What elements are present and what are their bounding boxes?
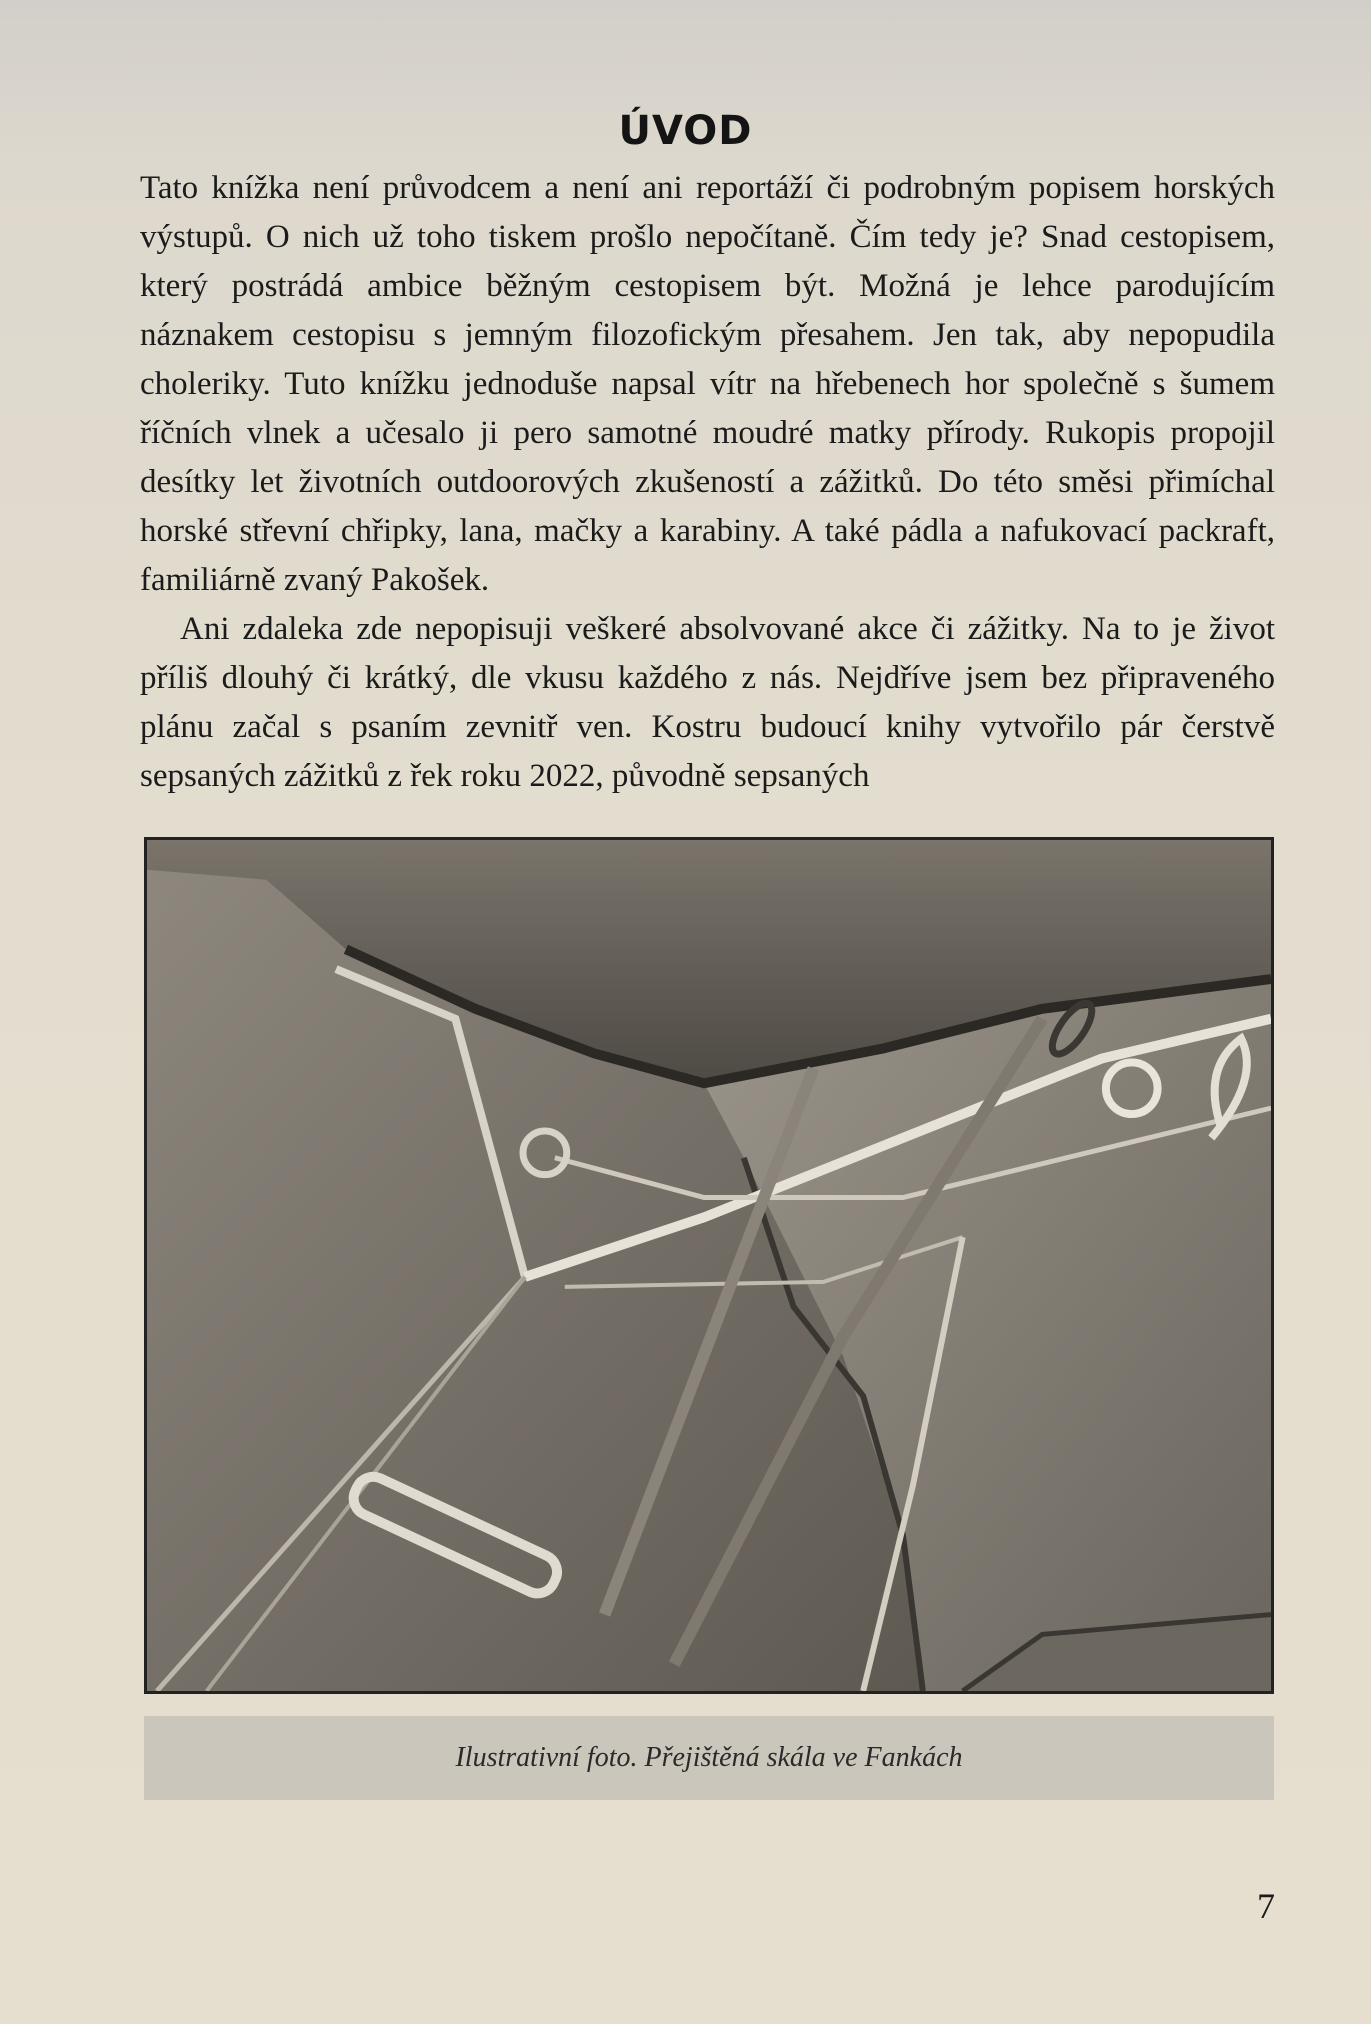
paragraph-2: Ani zdaleka zde nepopisuji veškeré absolvované akce či zážitky. Na to je život příliš dlouhý či krátký, dle vkusu každého z nás. Nejdříve jsem bez připraveného plánu začal s psaním zevnitř ven. Kostru budoucí knihy vytvořilo pár čerstvě sepsaných zážitků z řek roku 2022, původně sepsaných	[140, 611, 1275, 794]
chapter-heading: ÚVOD	[618, 108, 753, 154]
photo-illustration	[147, 840, 1271, 1691]
paragraph-1: Tato knížka není průvodcem a není ani reportáží či podrobným popisem horských výstupů. O nich už toho tiskem prošlo nepočítaně. Čím tedy je? Snad cestopisem, který postrádá ambice běžným cestopisem být. Možná je lehce parodujícím náznakem cestopisu s jemným filozofickým přesahem. Jen tak, aby nepopudila choleriky. Tuto knížku jednoduše napsal vítr na hřebenech hor společně s šumem říčních vlnek a učesalo ji pero samotné moudré matky přírody. Rukopis propojil desítky let životních outdoorových zkušeností a zážitků. Do této směsi přimíchal horské střevní chřipky, lana, mačky a karabiny. A také pádla a nafukovací packraft, familiárně zvaný Pakošek.	[140, 170, 1275, 598]
body-text	[140, 164, 1275, 801]
photo-caption: Ilustrativní foto. Přejištěná skála ve Fankách	[455, 1742, 963, 1773]
caption-bar	[144, 1716, 1274, 1800]
climbing-anchor-photo	[144, 837, 1274, 1694]
page-number: 7	[1257, 1886, 1275, 1926]
